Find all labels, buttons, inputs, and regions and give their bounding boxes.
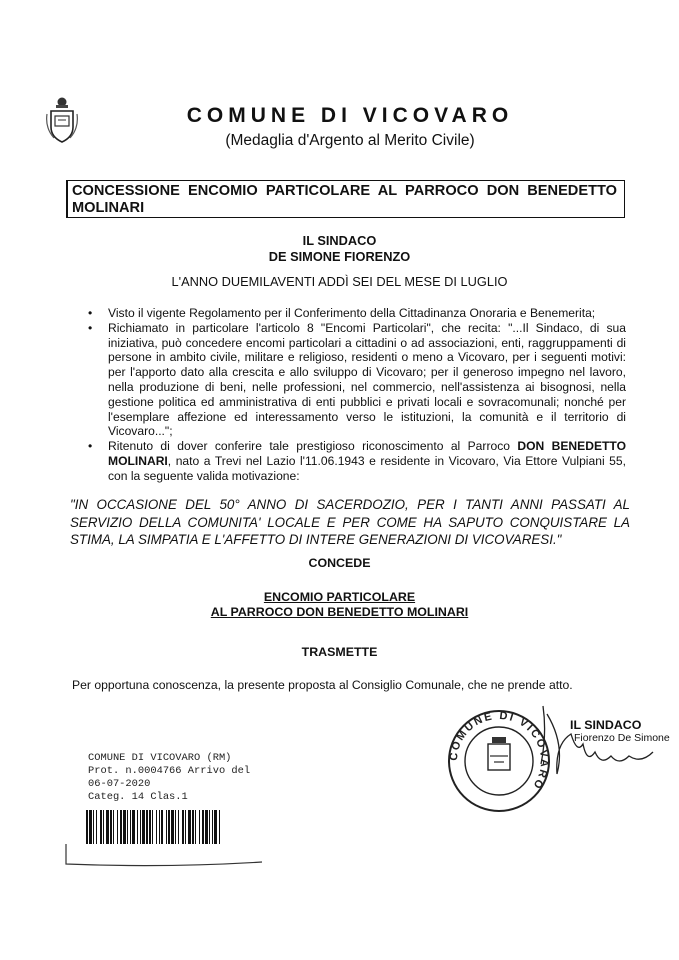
award-block <box>0 590 679 619</box>
page-subtitle: (Medaglia d'Argento al Merito Civile) <box>225 132 475 149</box>
honoree-name: DON BENEDETTO MOLINARI <box>108 439 626 468</box>
protocol-category: Categ. 14 Clas.1 <box>88 791 188 803</box>
list-item <box>88 321 626 439</box>
barcode-icon <box>86 810 222 844</box>
page-title: COMUNE DI VICOVARO <box>186 104 514 127</box>
date-line: L'ANNO DUEMILAVENTI ADDÌ SEI DEL MESE DI LUGLIO <box>171 274 508 289</box>
list-item <box>88 439 626 483</box>
subject-title: CONCESSIONE ENCOMIO PARTICOLARE AL PARROCO DON BENEDETTO MOLINARI <box>72 183 617 216</box>
coat-of-arms-icon <box>44 96 80 144</box>
signature-label: IL SINDACO <box>570 718 642 732</box>
motivation-quote: "IN OCCASIONE DEL 50° ANNO DI SACERDOZIO, PER I TANTI ANNI PASSATI AL SERVIZIO DELLA COMUNITA' LOCALE E PER COME HA SAPUTO CONQUISTARE LA STIMA, LA SIMPATIA E L'AFFETTO DI INTERE GENERAZIONI DI VICOVARESI." <box>70 497 630 547</box>
issuer-block <box>0 233 679 265</box>
protocol-number: Prot. n.0004766 Arrivo del <box>88 765 251 777</box>
protocol-stamp <box>88 752 250 804</box>
signature-scribble-icon <box>495 704 655 784</box>
protocol-office: COMUNE DI VICOVARO (RM) <box>88 752 232 764</box>
list-item <box>88 306 626 321</box>
premise-text: Ritenuto di dover conferire tale prestigioso riconoscimento al Parroco <box>108 439 518 454</box>
premises-list <box>88 306 626 484</box>
award-recipient: AL PARROCO DON BENEDETTO MOLINARI <box>210 604 469 619</box>
closing-statement: Per opportuna conoscenza, la presente proposta al Consiglio Comunale, che ne prende atto. <box>72 678 573 692</box>
signature-name: Fiorenzo De Simone <box>574 732 670 744</box>
concede-heading: CONCEDE <box>308 556 371 570</box>
issuer-name: DE SIMONE FIORENZO <box>268 249 411 264</box>
award-title: ENCOMIO PARTICOLARE <box>263 590 416 604</box>
seal-text: COMUNE DI VICOVARO <box>447 709 551 793</box>
issuer-title: IL SINDACO <box>302 233 377 248</box>
bracket-mark-icon <box>64 842 264 868</box>
premise-text: Visto il vigente Regolamento per il Conferimento della Cittadinanza Onoraria e Benemerita; <box>108 306 596 320</box>
protocol-date: 06-07-2020 <box>88 778 151 790</box>
trasmette-heading: TRASMETTE <box>301 645 378 659</box>
premise-text: Richiamato in particolare l'articolo 8 "Encomi Particolari", che recita: "...Il Sindaco, di sua iniziativa, può concedere encomi particolari a cittadini o ad associazioni, enti, raggruppamenti di persone in ambito civile, militare e religioso, residenti o meno a Vicovaro, per i seguenti motivi: per l'apporto dato alla crescita e allo sviluppo di Vicovaro; per il generoso impegno nel lavoro, nella produzione di beni, nelle professioni, nel commercio, nell'assistenza ai bisognosi, nella gestione politica ed amministrativa di enti pubblici e privati locali e sovracomunali; nonché per l'esemplare affezione ed interessamento verso le istituzioni, la comunità e il territorio di Vicovaro..."; <box>108 320 626 439</box>
premise-text: , nato a Trevi nel Lazio l'11.06.1943 e residente in Vicovaro, Via Ettore Vulpiani 55, con la seguente valida motivazione: <box>108 453 626 483</box>
